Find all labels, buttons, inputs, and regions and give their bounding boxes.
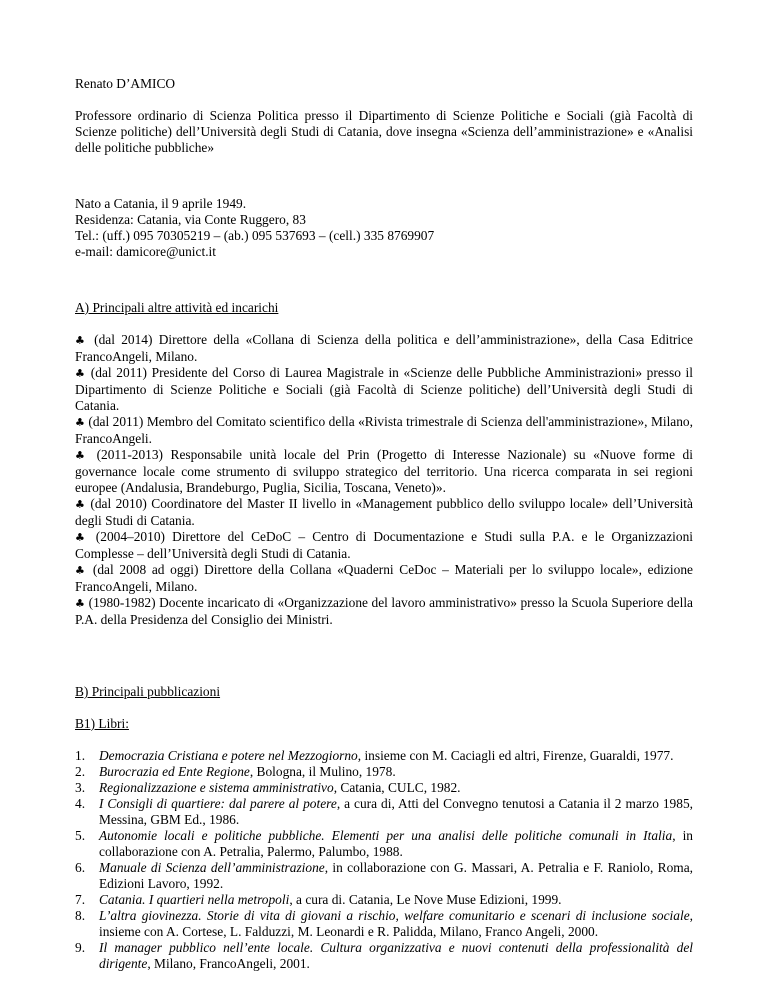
book-title: Il manager pubblico nell’ente locale. Cultura organizzativa e nuovi contenuti della professionalità del dirigente	[99, 940, 693, 971]
activity-item: ♣ (dal 2011) Membro del Comitato scientifico della «Rivista trimestrale di Scienza dell'amministrazione», Milano, FrancoAngeli.	[75, 414, 693, 446]
activity-item: ♣ (dal 2010) Coordinatore del Master II livello in «Management pubblico dello sviluppo locale» dell’Università degli Studi di Catania.	[75, 496, 693, 528]
books-list	[75, 748, 693, 972]
club-bullet-icon: ♣	[75, 449, 90, 462]
club-bullet-icon: ♣	[75, 367, 87, 380]
book-title: L’altra giovinezza. Storie di vita di giovani a rischio, welfare comunitario e scenari di inclusione sociale	[99, 908, 690, 923]
author-name: Renato D’AMICO	[75, 76, 176, 91]
book-title: I Consigli di quartiere: dal parere al potere	[99, 796, 337, 811]
book-item: 2. Burocrazia ed Ente Regione, Bologna, il Mulino, 1978.	[75, 764, 396, 779]
activity-item: ♣ (2004–2010) Direttore del CeDoC – Centro di Documentazione e Studi sulla P.A. e le Organizzazioni Complesse – dell’Università degli Studi di Catania.	[75, 529, 693, 561]
book-item: 5. Autonomie locali e politiche pubbliche. Elementi per una analisi delle politiche comunali in Italia, in collaborazione con A. Petralia, Palermo, Palumbo, 1988.	[75, 828, 693, 859]
contact-block	[75, 196, 693, 260]
book-item: 7. Catania. I quartieri nella metropoli, a cura di. Catania, Le Nove Muse Edizioni, 1999.	[75, 892, 562, 907]
club-bullet-icon: ♣	[75, 416, 85, 429]
activity-item: ♣ (2011-2013) Responsabile unità locale del Prin (Progetto di Interesse Nazionale) su «Nuove forme di governance locale come strumento di sviluppo strategico del territorio. Una ricerca comparata in sei regioni europee (Andalusia, Brandeburgo, Puglia, Sicilia, Toscana, Veneto)».	[75, 447, 693, 495]
tel-line: Tel.: (uff.) 095 70305219 – (ab.) 095 537693 – (cell.) 335 8769907	[75, 228, 435, 243]
book-item: 1. Democrazia Cristiana e potere nel Mezzogiorno, insieme con M. Caciagli ed altri, Firenze, Guaraldi, 1977.	[75, 748, 674, 763]
residence-line: Residenza: Catania, via Conte Ruggero, 83	[75, 212, 306, 227]
document-page	[75, 76, 693, 972]
book-item: 6. Manuale di Scienza dell’amministrazione, in collaborazione con G. Massari, A. Petralia e F. Raniolo, Roma, Edizioni Lavoro, 1992.	[75, 860, 693, 891]
activity-item: ♣ (dal 2008 ad oggi) Direttore della Collana «Quaderni CeDoc – Materiali per lo sviluppo locale», edizione FrancoAngeli, Milano.	[75, 562, 693, 594]
birth-line: Nato a Catania, il 9 aprile 1949.	[75, 196, 247, 211]
book-title: Autonomie locali e politiche pubbliche. Elementi per una analisi delle politiche comunali in Italia	[99, 828, 673, 843]
book-title: Manuale di Scienza dell’amministrazione	[99, 860, 325, 875]
activity-item: ♣ (1980-1982) Docente incaricato di «Organizzazione del lavoro amministrativo» presso la Scuola Superiore della P.A. della Presidenza del Consiglio dei Ministri.	[75, 595, 693, 627]
book-title: Burocrazia ed Ente Regione	[99, 764, 250, 779]
section-a-heading: A) Principali altre attività ed incarichi	[75, 300, 279, 315]
club-bullet-icon: ♣	[75, 597, 86, 610]
activity-item: ♣ (dal 2011) Presidente del Corso di Laurea Magistrale in «Scienze delle Pubbliche Amministrazioni» presso il Dipartimento di Scienze Politiche e Sociali (già Facoltà di Scienze politiche) dell’Università degli Studi di Catania.	[75, 365, 693, 413]
book-title: Democrazia Cristiana e potere nel Mezzogiorno	[99, 748, 358, 763]
books-subheading: B1) Libri:	[75, 716, 129, 731]
activity-item: ♣ (dal 2014) Direttore della «Collana di Scienza della politica e dell’amministrazione», della Casa Editrice FrancoAngeli, Milano.	[75, 332, 693, 364]
book-title: Catania. I quartieri nella metropoli	[99, 892, 290, 907]
section-b-heading: B) Principali pubblicazioni	[75, 684, 221, 699]
book-item: 3. Regionalizzazione e sistema amministrativo, Catania, CULC, 1982.	[75, 780, 461, 795]
book-item: 9. Il manager pubblico nell’ente locale. Cultura organizzativa e nuovi contenuti della professionalità del dirigente, Milano, FrancoAngeli, 2001.	[75, 940, 693, 971]
club-bullet-icon: ♣	[75, 531, 89, 544]
intro-paragraph: Professore ordinario di Scienza Politica presso il Dipartimento di Scienze Politiche e Sociali (già Facoltà di Scienze politiche) dell’Università degli Studi di Catania, dove insegna «Scienza dell’amministrazione» e «Analisi delle politiche pubbliche»	[75, 108, 693, 155]
activities-list	[75, 332, 693, 628]
club-bullet-icon: ♣	[75, 564, 88, 577]
book-item: 4. I Consigli di quartiere: dal parere al potere, a cura di, Atti del Convegno tenutosi a Catania il 2 marzo 1985, Messina, GBM Ed., 1986.	[75, 796, 693, 827]
book-item: 8. L’altra giovinezza. Storie di vita di giovani a rischio, welfare comunitario e scenari di inclusione sociale, insieme con A. Cortese, L. Falduzzi, M. Leonardi e R. Palidda, Milano, Franco Angeli, 2000.	[75, 908, 693, 939]
email-line: e-mail: damicore@unict.it	[75, 244, 216, 259]
book-title: Regionalizzazione e sistema amministrativo	[99, 780, 334, 795]
club-bullet-icon: ♣	[75, 498, 86, 511]
club-bullet-icon: ♣	[75, 334, 88, 347]
